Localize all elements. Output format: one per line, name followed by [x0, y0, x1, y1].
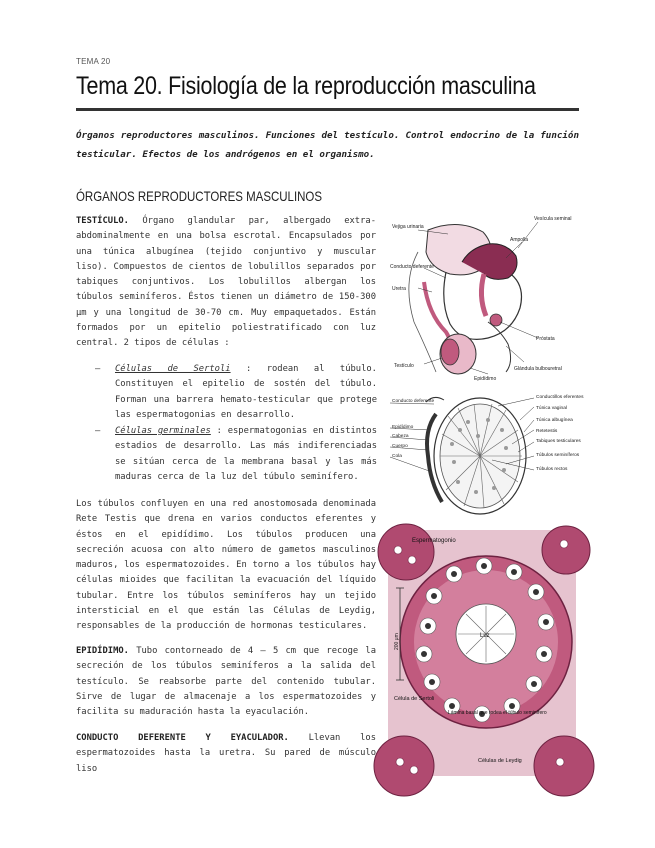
list-item [95, 424, 377, 485]
paragraph-testiculo [76, 214, 376, 352]
paragraph-conducto [76, 731, 376, 777]
label-conductillos: Conductillos eferentes [536, 395, 584, 400]
page-title: Tema 20. Fisiología de la reproducción masculina [76, 72, 536, 100]
label-tubulos-seminiferos: Túbulos seminíferos [536, 453, 580, 458]
term-sertoli: Células de Sertoli [115, 364, 231, 374]
text-testiculo: Órgano glandular par, albergado extra-abdominalmente en una bolsa escrotal. Encapsulados por una túnica albugínea (tejido conjuntivo y muscular liso). Compuestos de cientos de lobulillos separados por tabiques conjuntivos. Los lobulillos albergan los túbulos seminíferos. Éstos tienen un diámetro de 150-300 μm y una longitud de 30-70 cm. Muy empaquetados. Están formados por un epitelio poliestratificado con luz central. 2 tipos de células : [76, 216, 376, 349]
label-espermatogonio: Espermatogonio [412, 538, 456, 544]
term-conducto: CONDUCTO DEFERENTE Y EYACULADOR. [76, 733, 289, 743]
bullet-dash: – [95, 426, 101, 436]
bullet-dash: – [95, 364, 101, 374]
list-item [95, 362, 377, 423]
label-cuerpo: Cuerpo [392, 444, 408, 449]
label-prostata: Próstata [536, 336, 555, 342]
label-glandula: Glándula bulbouretral [514, 366, 562, 372]
label-cola: Cola [392, 454, 402, 459]
label-lamina: Lámina basal que rodea el túbulo seminífero [448, 710, 547, 716]
term-germinales: Células germinales [115, 426, 211, 436]
label-epididimo: Epidídimo [474, 376, 497, 382]
label-luz: Luz [480, 633, 490, 639]
label-tabiques: Tabiques testiculares [536, 439, 581, 444]
label-uretra: Uretra [392, 286, 406, 292]
section-heading: ÓRGANOS REPRODUCTORES MASCULINOS [76, 188, 323, 204]
term-testiculo: TESTÍCULO. [76, 216, 129, 226]
label-leydig: Células de Leydig [478, 758, 522, 764]
text-germinales: : espermatogonias en distintos estadios de desarrollo. Las más indiferenciadas se sitúan cerca de la membrana basal y las más maduras cerca de la luz del túbulo seminífero. [115, 426, 377, 482]
text-epididimo: Tubo contorneado de 4 – 5 cm que recoge la secreción de los túbulos seminíferos a la salida del testículo. Se reabsorbe parte del contenido tubular. Sirve de lugar de almacenaje a los espermatozoides y facilita su maduración hasta la eyaculación. [76, 646, 376, 718]
text-conducto: Llevan los espermatozoides hasta la uretra. Su pared de músculo liso [76, 733, 376, 774]
title-divider [76, 108, 579, 111]
label-epididimo-2: Epidídimo [392, 425, 414, 430]
label-testiculo: Testículo [394, 363, 414, 369]
label-cabeza: Cabeza [392, 434, 409, 439]
label-vesicula: Vesícula seminal [534, 216, 572, 222]
label-tubulos-rectos: Túbulos rectos [536, 467, 568, 472]
header-tag: TEMA 20 [76, 57, 111, 66]
label-sertoli: Célula de Sertoli [394, 696, 435, 702]
label-retetestis: Retetestis [536, 429, 558, 434]
label-vejiga: Vejiga urinaria [392, 224, 424, 230]
subtitle: Órganos reproductores masculinos. Funciones del testículo. Control endocrino de la función testicular. Efectos de los andrógenos en el organismo. [76, 130, 579, 160]
figure-seminiferous-tubule [388, 530, 576, 776]
paragraph-epididimo [76, 644, 376, 720]
label-conducto-deferente-2: Conducto deferente [392, 399, 435, 404]
label-tunica-albuginea: Túnica albugínea [536, 418, 573, 423]
label-ampolla: Ampolla [510, 237, 529, 243]
term-epididimo: EPIDÍDIMO. [76, 646, 129, 656]
label-escala: 200 μm [394, 633, 400, 650]
figure-reproductive-organs [388, 212, 576, 384]
figure-testis-section [388, 390, 584, 522]
text-sertoli: : rodean al túbulo. Constituyen el epitelio de sostén del túbulo. Forman una barrera hemato-testicular que protege las espermatogonias en desarrollo. [115, 364, 377, 420]
label-tunica-vaginal: Túnica vaginal [536, 406, 567, 411]
label-conducto-deferente: Conducto deferente [390, 264, 434, 270]
paragraph-tubulos: Los túbulos confluyen en una red anostomosada denominada Rete Testis que drena en varios conductos eferentes y éstos en el epidídimo. Los túbulos producen una secreción acuosa con alto número de gametos masculinos maduros, los espermatozoides. En torno a los túbulos hay células mioides que facilitan la evacuación del líquido tubular. Entre los túbulos seminíferos hay un tejido intersticial en el que están las Células de Leydig, responsables de la producción de hormonas testiculares. [76, 499, 376, 632]
